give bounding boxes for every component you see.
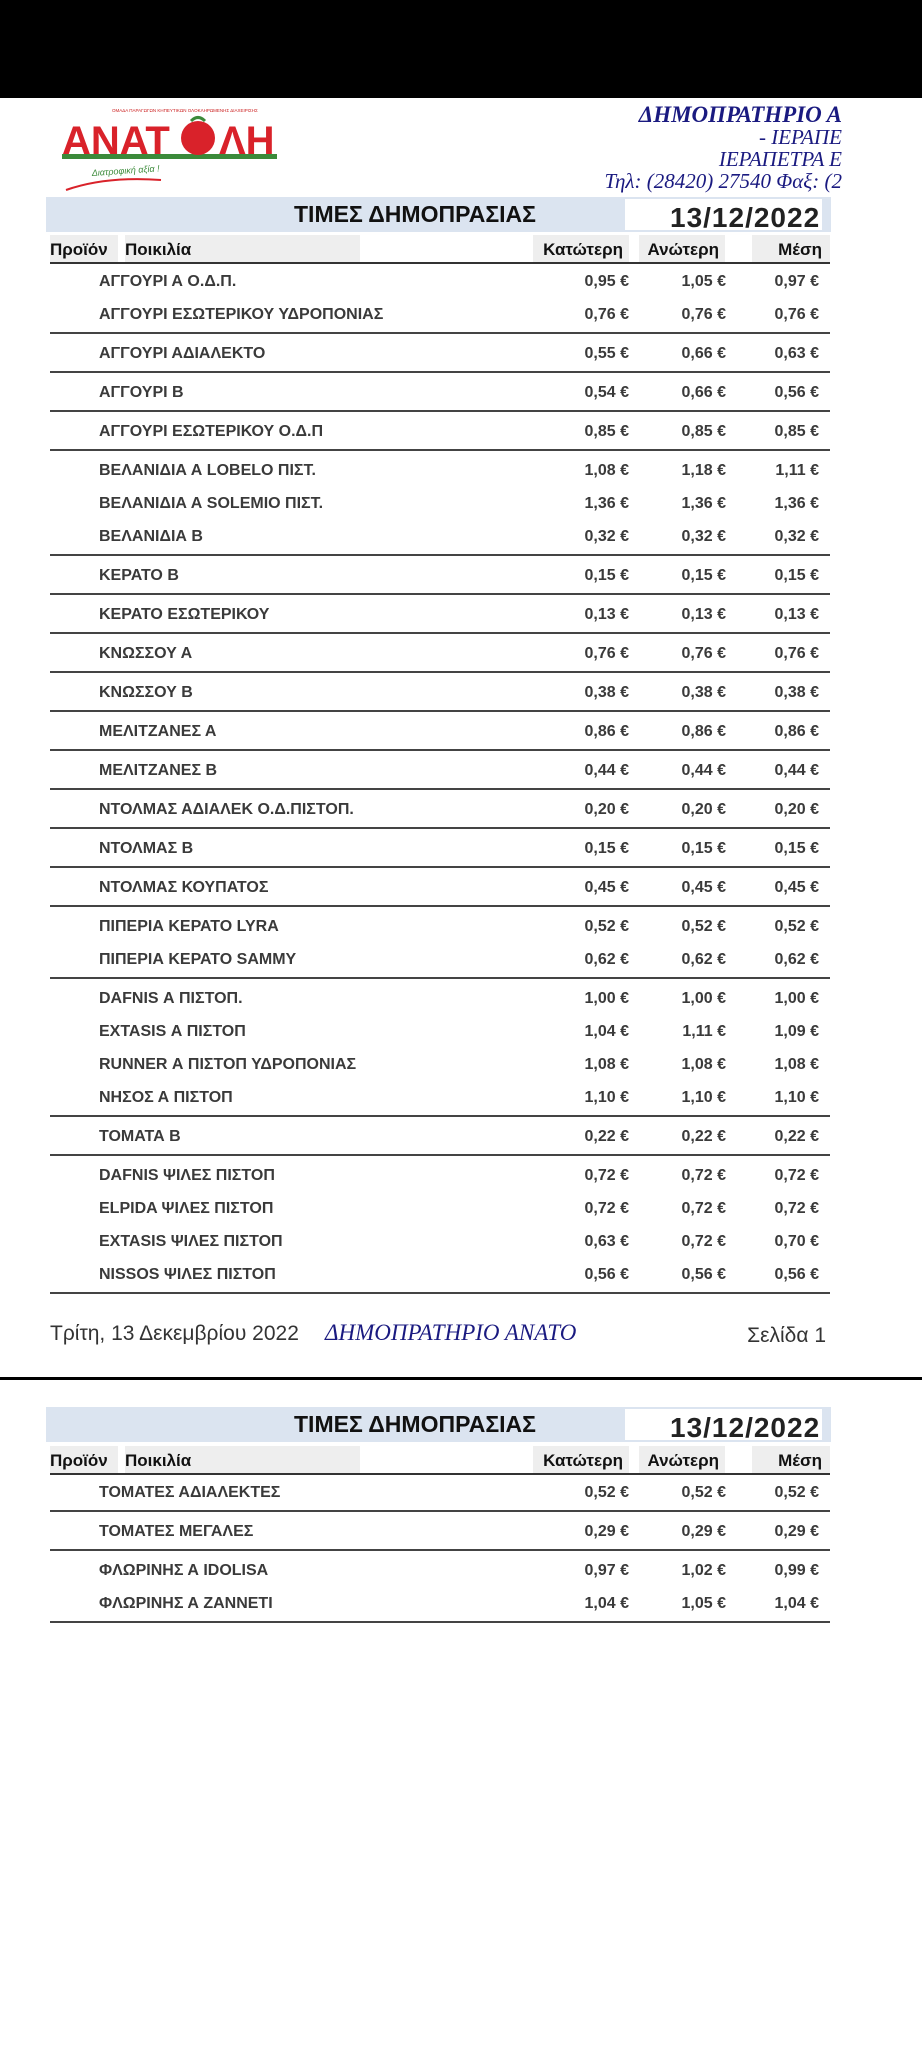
product-name: ΒΕΛΑΝΙΔΙΑ Α LOBELO ΠΙΣΤ. (99, 462, 316, 479)
price-high: 0,85 € (681, 423, 726, 440)
footer-page-number: Σελίδα 1 (747, 1324, 826, 1347)
price-low: 0,15 € (584, 567, 629, 584)
product-group (50, 790, 830, 829)
page1-title-bar (46, 197, 831, 232)
price-low: 0,72 € (584, 1200, 629, 1217)
table-row (50, 715, 830, 748)
table-row (50, 1120, 830, 1153)
price-high: 1,05 € (681, 1595, 726, 1612)
svg-text:ΟΜΑΔΑ ΠΑΡΑΓΩΓΩΝ ΚΗΠΕΥΤΙΚΩΝ ΟΛΟ: ΟΜΑΔΑ ΠΑΡΑΓΩΓΩΝ ΚΗΠΕΥΤΙΚΩΝ ΟΛΟΚΛΗΡΩΜΕΝΗΣ ΔΙΑΧΕΙΡΙΣΗΣ (112, 108, 258, 113)
page2-table-header (50, 1446, 830, 1475)
product-name: ΜΕΛΙΤΖΑΝΕΣ Β (99, 762, 218, 779)
price-high: 0,29 € (681, 1523, 726, 1540)
header-variety: Ποικιλία (125, 235, 360, 262)
product-name: ΦΛΩΡΙΝΗΣ Α IDOLISA (99, 1562, 269, 1579)
product-group (50, 868, 830, 907)
price-low: 0,54 € (584, 384, 629, 401)
price-high: 0,15 € (681, 840, 726, 857)
price-avg: 0,85 € (774, 423, 819, 440)
product-group (50, 1117, 830, 1156)
table-row (50, 598, 830, 631)
table-row (50, 910, 830, 943)
product-group (50, 1473, 830, 1512)
product-name: ELPIDA ΨΙΛΕΣ ΠΙΣΤΟΠ (99, 1200, 274, 1217)
page-footer (50, 1322, 830, 1352)
price-avg: 0,20 € (774, 801, 819, 818)
product-name: DAFNIS ΨΙΛΕΣ ΠΙΣΤΟΠ (99, 1167, 275, 1184)
price-low: 0,44 € (584, 762, 629, 779)
table-row (50, 1159, 830, 1192)
price-avg: 0,72 € (774, 1167, 819, 1184)
product-name: ΤΟΜΑΤΑ Β (99, 1128, 181, 1145)
price-low: 1,04 € (584, 1595, 629, 1612)
price-avg: 1,09 € (774, 1023, 819, 1040)
table-row (50, 1515, 830, 1548)
product-group (50, 262, 830, 334)
product-group (50, 829, 830, 868)
price-high: 1,18 € (681, 462, 726, 479)
table-row (50, 982, 830, 1015)
product-name: ΦΛΩΡΙΝΗΣ Α ΖΑΝΝΕΤΙ (99, 1595, 273, 1612)
product-group (50, 1156, 830, 1294)
svg-text:ΑΝΑΤ: ΑΝΑΤ (62, 119, 170, 163)
company-phone: Τηλ: (28420) 27540 Φαξ: (2 (604, 169, 842, 193)
header-variety: Ποικιλία (125, 1446, 360, 1473)
product-group (50, 1551, 830, 1623)
footer-date: Τρίτη, 13 Δεκεμβρίου 2022 (50, 1322, 299, 1345)
product-name: ΝΤΟΛΜΑΣ ΚΟΥΠΑΤΟΣ (99, 879, 269, 896)
product-name: ΝΗΣΟΣ Α ΠΙΣΤΟΠ (99, 1089, 233, 1106)
price-high: 1,00 € (681, 990, 726, 1007)
product-name: ΠΙΠΕΡΙΑ ΚΕΡΑΤΟ SAMMY (99, 951, 297, 968)
price-avg: 0,56 € (774, 1266, 819, 1283)
price-high: 1,11 € (682, 1023, 726, 1040)
product-name: ΚΝΩΣΣΟΥ Β (99, 684, 193, 701)
price-low: 0,95 € (584, 273, 629, 290)
product-group (50, 1512, 830, 1551)
price-high: 0,20 € (681, 801, 726, 818)
product-name: ΜΕΛΙΤΖΑΝΕΣ Α (99, 723, 217, 740)
header-low: Κατώτερη (533, 1446, 629, 1473)
product-name: EXTASIS ΨΙΛΕΣ ΠΙΣΤΟΠ (99, 1233, 283, 1250)
price-high: 0,45 € (681, 879, 726, 896)
company-address: ΙΕΡΑΠΕΤΡΑ Ε (718, 147, 842, 171)
company-name: ΔΗΜΟΠΡΑΤΗΡΙΟ Α (638, 102, 842, 127)
svg-text:ΛΗ: ΛΗ (219, 119, 275, 163)
product-name: ΠΙΠΕΡΙΑ ΚΕΡΑΤΟ LYRA (99, 918, 279, 935)
price-low: 1,00 € (584, 990, 629, 1007)
price-high: 0,66 € (681, 345, 726, 362)
price-avg: 0,86 € (774, 723, 819, 740)
product-name: ΑΓΓΟΥΡΙ ΕΣΩΤΕΡΙΚΟΥ Ο.Δ.Π (99, 423, 324, 440)
price-avg: 0,32 € (774, 528, 819, 545)
table-row (50, 454, 830, 487)
table-row (50, 793, 830, 826)
price-high: 0,13 € (681, 606, 726, 623)
header-low: Κατώτερη (533, 235, 629, 262)
price-avg: 0,15 € (774, 840, 819, 857)
price-low: 0,29 € (584, 1523, 629, 1540)
price-avg: 0,99 € (774, 1562, 819, 1579)
product-name: ΚΕΡΑΤΟ ΕΣΩΤΕΡΙΚΟΥ (99, 606, 270, 623)
page2-title-bar (46, 1407, 831, 1442)
price-low: 0,97 € (584, 1562, 629, 1579)
page2-date: 13/12/2022 (670, 1412, 821, 1440)
header-high: Ανώτερη (639, 1446, 725, 1473)
product-name: ΒΕΛΑΝΙΔΙΑ Β (99, 528, 203, 545)
table-row (50, 1048, 830, 1081)
price-high: 1,08 € (681, 1056, 726, 1073)
header-high: Ανώτερη (639, 235, 725, 262)
product-group (50, 634, 830, 673)
price-high: 0,52 € (681, 918, 726, 935)
product-group (50, 979, 830, 1117)
price-low: 1,08 € (584, 1056, 629, 1073)
price-low: 0,52 € (584, 918, 629, 935)
price-low: 0,38 € (584, 684, 629, 701)
price-low: 1,10 € (584, 1089, 629, 1106)
product-group (50, 712, 830, 751)
price-avg: 0,52 € (774, 1484, 819, 1501)
header-product: Προϊόν (50, 235, 118, 262)
price-avg: 1,00 € (774, 990, 819, 1007)
price-high: 0,32 € (681, 528, 726, 545)
product-name: ΚΝΩΣΣΟΥ Α (99, 645, 193, 662)
table-row (50, 1015, 830, 1048)
price-avg: 0,70 € (774, 1233, 819, 1250)
price-avg: 0,38 € (774, 684, 819, 701)
page1-title: ΤΙΜΕΣ ΔΗΜΟΠΡΑΣΙΑΣ (294, 201, 536, 227)
product-name: NISSOS ΨΙΛΕΣ ΠΙΣΤΟΠ (99, 1266, 276, 1283)
header-product: Προϊόν (50, 1446, 118, 1473)
price-high: 0,38 € (681, 684, 726, 701)
product-group (50, 451, 830, 556)
header-avg: Μέση (752, 1446, 830, 1473)
price-avg: 1,36 € (774, 495, 819, 512)
product-name: ΤΟΜΑΤΕΣ ΜΕΓΑΛΕΣ (99, 1523, 254, 1540)
price-high: 0,76 € (681, 645, 726, 662)
price-avg: 0,15 € (774, 567, 819, 584)
product-name: ΑΓΓΟΥΡΙ ΑΔΙΑΛΕΚΤΟ (99, 345, 266, 362)
page-break-line (0, 1377, 922, 1380)
price-high: 1,10 € (681, 1089, 726, 1106)
product-group (50, 751, 830, 790)
product-group (50, 556, 830, 595)
product-group (50, 595, 830, 634)
price-low: 0,85 € (584, 423, 629, 440)
price-high: 1,05 € (681, 273, 726, 290)
price-high: 1,36 € (681, 495, 726, 512)
page1-table-header (50, 235, 830, 264)
product-name: ΒΕΛΑΝΙΔΙΑ Α SOLEMIO ΠΙΣΤ. (99, 495, 324, 512)
table-row (50, 943, 830, 976)
price-avg: 1,10 € (774, 1089, 819, 1106)
product-group (50, 907, 830, 979)
page2-price-table (50, 1473, 830, 1623)
top-black-bar (0, 0, 922, 98)
price-high: 0,72 € (681, 1200, 726, 1217)
product-group (50, 373, 830, 412)
table-row (50, 1258, 830, 1291)
product-name: EXTASIS Α ΠΙΣΤΟΠ (99, 1023, 246, 1040)
table-row (50, 1554, 830, 1587)
table-row (50, 676, 830, 709)
price-low: 0,56 € (584, 1266, 629, 1283)
price-low: 0,15 € (584, 840, 629, 857)
price-low: 0,13 € (584, 606, 629, 623)
price-low: 0,52 € (584, 1484, 629, 1501)
table-row (50, 1225, 830, 1258)
page1-date-box (625, 199, 822, 230)
price-low: 1,36 € (584, 495, 629, 512)
price-low: 0,32 € (584, 528, 629, 545)
table-row (50, 871, 830, 904)
price-avg: 0,52 € (774, 918, 819, 935)
price-avg: 1,11 € (775, 462, 819, 479)
table-row (50, 337, 830, 370)
page1-date: 13/12/2022 (670, 202, 821, 230)
product-group (50, 673, 830, 712)
product-name: ΤΟΜΑΤΕΣ ΑΔΙΑΛΕΚΤΕΣ (99, 1484, 281, 1501)
price-low: 0,62 € (584, 951, 629, 968)
table-row (50, 415, 830, 448)
product-group (50, 412, 830, 451)
price-high: 0,66 € (681, 384, 726, 401)
table-row (50, 487, 830, 520)
price-low: 0,20 € (584, 801, 629, 818)
table-row (50, 298, 830, 331)
price-low: 0,45 € (584, 879, 629, 896)
footer-company: ΔΗΜΟΠΡΑΤΗΡΙΟ ΑΝΑΤΟ (325, 1320, 577, 1345)
table-row (50, 1476, 830, 1509)
price-avg: 0,76 € (774, 645, 819, 662)
price-high: 0,76 € (681, 306, 726, 323)
price-avg: 0,76 € (774, 306, 819, 323)
table-row (50, 520, 830, 553)
price-low: 0,55 € (584, 345, 629, 362)
product-name: ΑΓΓΟΥΡΙ ΕΣΩΤΕΡΙΚΟΥ ΥΔΡΟΠΟΝΙΑΣ (99, 306, 384, 323)
price-low: 0,22 € (584, 1128, 629, 1145)
product-name: ΝΤΟΛΜΑΣ Β (99, 840, 194, 857)
price-low: 1,04 € (584, 1023, 629, 1040)
table-row (50, 559, 830, 592)
price-avg: 1,08 € (774, 1056, 819, 1073)
price-avg: 0,22 € (774, 1128, 819, 1145)
price-high: 0,56 € (681, 1266, 726, 1283)
product-name: ΝΤΟΛΜΑΣ ΑΔΙΑΛΕΚ Ο.Δ.ΠΙΣΤΟΠ. (99, 801, 354, 818)
price-low: 0,63 € (584, 1233, 629, 1250)
price-high: 0,62 € (681, 951, 726, 968)
price-low: 1,08 € (584, 462, 629, 479)
product-name: RUNNER Α ΠΙΣΤΟΠ ΥΔΡΟΠΟΝΙΑΣ (99, 1056, 357, 1073)
price-high: 0,44 € (681, 762, 726, 779)
company-line-2: - ΙΕΡΑΠΕ (758, 125, 842, 149)
price-high: 0,72 € (681, 1233, 726, 1250)
product-group (50, 334, 830, 373)
price-high: 0,22 € (681, 1128, 726, 1145)
price-avg: 0,56 € (774, 384, 819, 401)
price-avg: 0,45 € (774, 879, 819, 896)
product-name: ΚΕΡΑΤΟ Β (99, 567, 179, 584)
price-high: 0,52 € (681, 1484, 726, 1501)
price-avg: 0,62 € (774, 951, 819, 968)
price-low: 0,76 € (584, 306, 629, 323)
table-row (50, 1081, 830, 1114)
table-row (50, 376, 830, 409)
price-low: 0,76 € (584, 645, 629, 662)
price-high: 1,02 € (681, 1562, 726, 1579)
svg-text:Διατροφική αξία !: Διατροφική αξία ! (91, 163, 160, 178)
table-row (50, 1192, 830, 1225)
table-row (50, 754, 830, 787)
page2-date-box (625, 1409, 822, 1440)
company-info (422, 104, 842, 192)
product-name: ΑΓΓΟΥΡΙ Α Ο.Δ.Π. (99, 273, 237, 290)
product-name: ΑΓΓΟΥΡΙ Β (99, 384, 184, 401)
price-avg: 0,29 € (774, 1523, 819, 1540)
table-row (50, 1587, 830, 1620)
price-high: 0,86 € (681, 723, 726, 740)
price-avg: 0,44 € (774, 762, 819, 779)
product-name: DAFNIS Α ΠΙΣΤΟΠ. (99, 990, 243, 1007)
table-row (50, 832, 830, 865)
price-avg: 0,13 € (774, 606, 819, 623)
table-row (50, 637, 830, 670)
price-avg: 0,97 € (774, 273, 819, 290)
price-high: 0,72 € (681, 1167, 726, 1184)
header-avg: Μέση (752, 235, 830, 262)
page2-title: ΤΙΜΕΣ ΔΗΜΟΠΡΑΣΙΑΣ (294, 1411, 536, 1437)
table-row (50, 265, 830, 298)
price-avg: 0,72 € (774, 1200, 819, 1217)
price-low: 0,72 € (584, 1167, 629, 1184)
price-avg: 0,63 € (774, 345, 819, 362)
price-low: 0,86 € (584, 723, 629, 740)
price-high: 0,15 € (681, 567, 726, 584)
price-avg: 1,04 € (774, 1595, 819, 1612)
page1-price-table (50, 262, 830, 1294)
